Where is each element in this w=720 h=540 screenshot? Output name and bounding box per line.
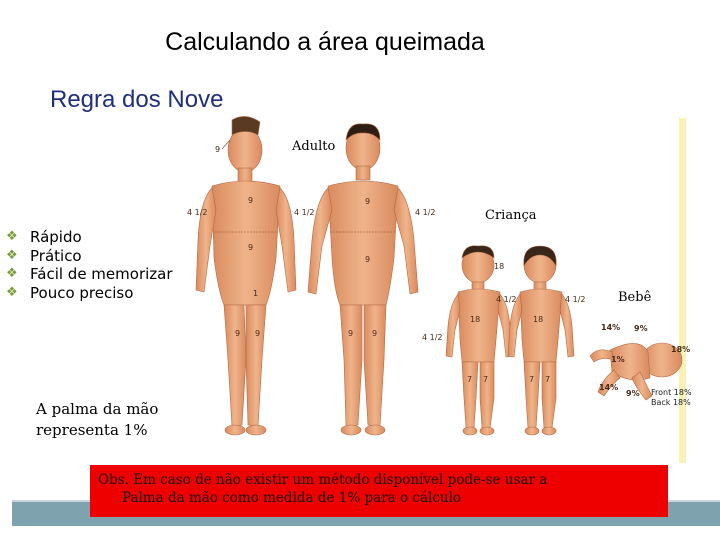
adult-caption: Adulto: [292, 139, 336, 154]
list-item: [6, 265, 206, 284]
bullet-text: Pouco preciso: [30, 283, 134, 302]
slide-title: Calculando a área queimada: [165, 28, 485, 56]
diamond-bullet-icon: ❖: [6, 284, 18, 300]
baby-perineum-label: 1%: [611, 355, 625, 364]
child-leg-fl-label: 7: [467, 375, 473, 384]
list-item: [6, 284, 206, 303]
adult-arm-back-l-label: 4 1/2: [294, 208, 315, 217]
list-item: [6, 247, 206, 266]
child-front-figure: [446, 246, 512, 435]
child-arm-low-label: 4 1/2: [422, 333, 443, 342]
child-arm-r-label: 4 1/2: [565, 295, 586, 304]
baby-leg-back-label: 9%: [626, 389, 640, 398]
adult-arm-back-r-label: 4 1/2: [415, 208, 436, 217]
baby-caption: Bebê: [618, 290, 652, 305]
observation-line-1: Obs. Em caso de não existir um método disponível pode-se usar a: [98, 472, 548, 488]
adult-leg-back-l-label: 9: [348, 329, 354, 338]
child-leg-bl-label: 7: [529, 375, 535, 384]
baby-back-label: Back 18%: [651, 398, 691, 407]
observation-line-2: Palma da mão como medida de 1% para o cálculo: [122, 490, 462, 506]
adult-leg-front-l-label: 9: [235, 329, 241, 338]
bullet-text: Rápido: [30, 228, 82, 246]
child-trunk-back-label: 18: [533, 315, 544, 324]
baby-leg-front-label: 14%: [599, 383, 619, 392]
adult-leg-back-r-label: 9: [372, 329, 378, 338]
adult-front-figure: [196, 116, 296, 435]
adult-abdomen-label: 9: [248, 243, 254, 252]
child-leg-br-label: 7: [545, 375, 551, 384]
bullet-text: Fácil de memorizar: [30, 265, 173, 283]
diamond-bullet-icon: ❖: [6, 266, 18, 281]
observation-box: [90, 465, 668, 517]
adult-chest-label: 9: [248, 196, 254, 205]
child-arm-l-label: 4 1/2: [496, 295, 517, 304]
baby-trunk-label: 18%: [671, 345, 691, 354]
child-trunk-front-label: 18: [470, 315, 481, 324]
diamond-bullet-icon: ❖: [6, 229, 18, 244]
child-caption: Criança: [485, 208, 537, 223]
adult-back-figure: [308, 124, 418, 435]
diamond-bullet-icon: ❖: [6, 247, 18, 263]
child-back-figure: [508, 246, 574, 435]
subtitle-text: Regra dos Nove: [50, 86, 224, 113]
baby-front-label: Front 18%: [651, 388, 692, 397]
adult-arm-front-label: 4 1/2: [187, 208, 208, 217]
child-leg-fr-label: 7: [483, 375, 489, 384]
bullet-list: [6, 228, 206, 302]
child-head-label: 18: [494, 262, 505, 271]
list-item: [6, 228, 206, 247]
baby-head-front-label: 14%: [601, 323, 621, 332]
adult-back-lower-label: 9: [365, 255, 371, 264]
palm-note: A palma da mão representa 1%: [36, 400, 159, 439]
adult-back-upper-label: 9: [365, 197, 371, 206]
adult-perineum-label: 1: [253, 289, 259, 298]
bullet-text: Prático: [30, 246, 82, 265]
adult-head-label: 9: [215, 145, 221, 154]
adult-leg-front-r-label: 9: [255, 329, 261, 338]
baby-head-back-label: 9%: [634, 324, 648, 333]
